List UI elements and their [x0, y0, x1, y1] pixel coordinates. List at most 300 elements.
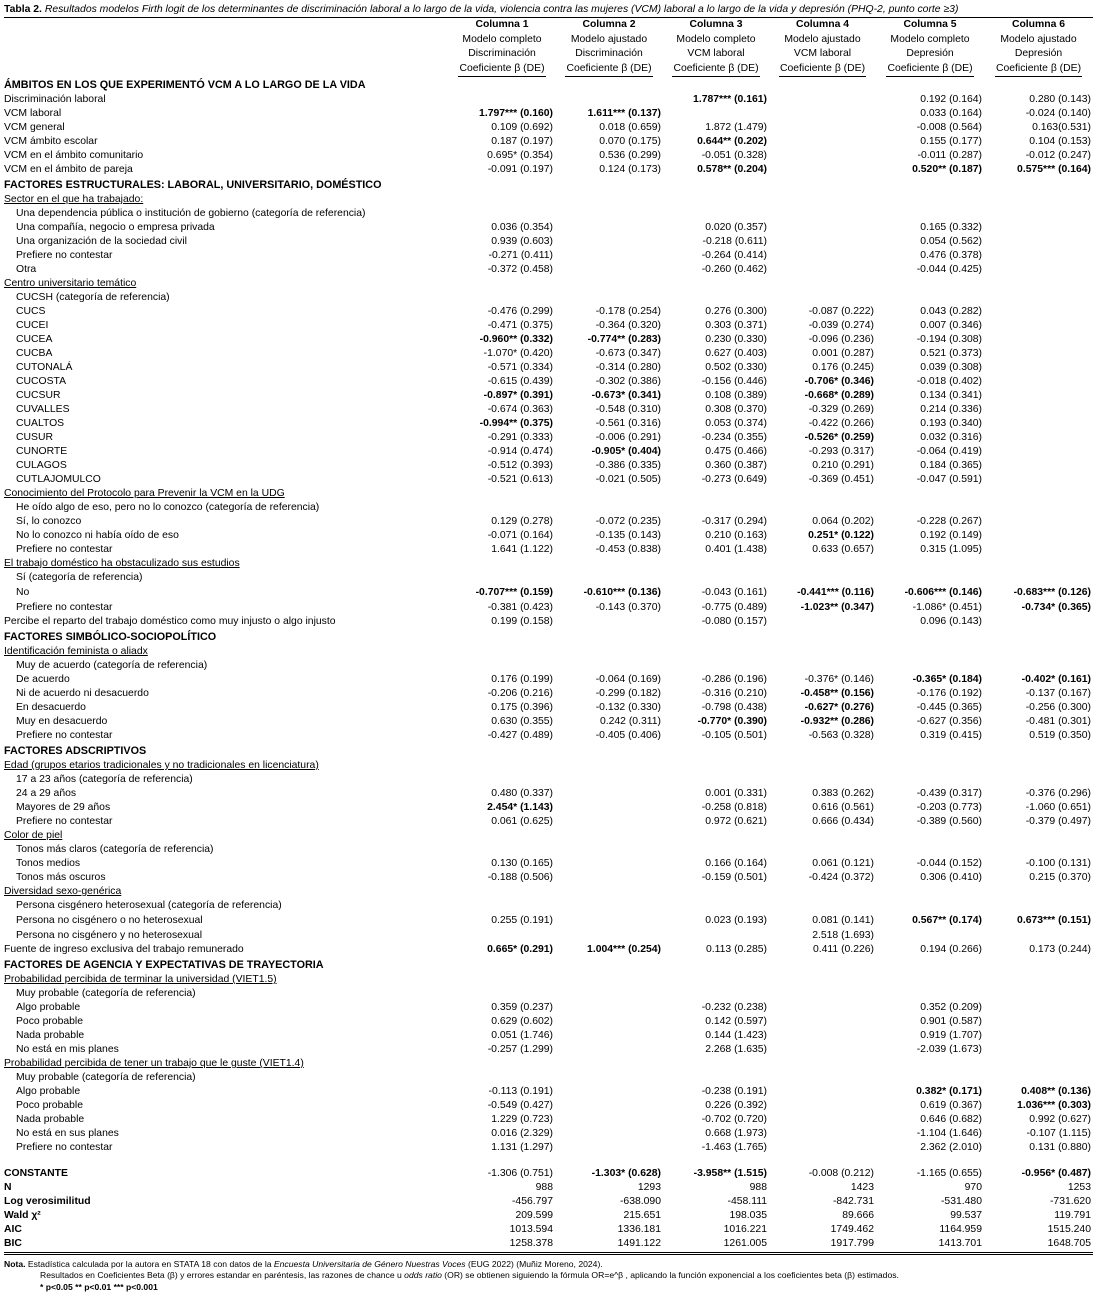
cell-col6	[984, 1071, 1093, 1085]
cell-col4	[769, 149, 876, 163]
col3-outcome: VCM laboral	[687, 48, 745, 59]
cell-col2	[555, 871, 663, 885]
cell-col6	[984, 417, 1093, 431]
col4-name: Columna 4	[795, 19, 850, 30]
cell-col1: -0.271 (0.411)	[488, 250, 553, 261]
table-row	[4, 673, 1093, 687]
cell-col3: -0.273 (0.649)	[701, 474, 767, 485]
cell-col6: 119.791	[1054, 1210, 1091, 1221]
cell-col3: -0.798 (0.438)	[701, 702, 767, 713]
cell-col1: 1013.594	[509, 1224, 553, 1235]
row-label: Una compañía, negocio o empresa privada	[16, 222, 215, 233]
cell-col6	[984, 333, 1093, 347]
cell-col1	[449, 501, 555, 515]
table-row	[4, 943, 1093, 957]
cell-col1: 0.695* (0.354)	[487, 150, 553, 161]
cell-col2	[555, 615, 663, 629]
cell-col3: 0.502 (0.330)	[705, 362, 767, 373]
cell-col6: 0.280 (0.143)	[1029, 94, 1091, 105]
cell-col5: 0.192 (0.149)	[920, 530, 982, 541]
cell-col4	[769, 207, 876, 221]
cell-col1: 0.061 (0.625)	[491, 816, 553, 827]
cell-col6	[984, 501, 1093, 515]
cell-col4: 0.633 (0.657)	[812, 544, 874, 555]
cell-col2: -0.610*** (0.136)	[583, 587, 661, 598]
row-label: Muy en desacuerdo	[16, 716, 108, 727]
cell-col3: 0.308 (0.370)	[705, 404, 767, 415]
cell-col2: -0.178 (0.254)	[595, 306, 661, 317]
row-label: FACTORES ADSCRIPTIVOS	[4, 745, 147, 757]
cell-col3: -0.105 (0.501)	[701, 730, 767, 741]
cell-col4	[769, 235, 876, 249]
table-row	[4, 987, 1093, 1001]
cell-col1: 209.599	[515, 1210, 553, 1221]
row-label: Tonos más claros (categoría de referencia)	[16, 844, 214, 855]
row-label: CULAGOS	[16, 460, 67, 471]
cell-col1: -0.994** (0.375)	[479, 418, 553, 429]
cell-col4	[769, 1127, 876, 1141]
cell-col1	[449, 659, 555, 673]
cell-col1: -0.960** (0.332)	[479, 334, 553, 345]
note-1b: (EUG 2022) (Muñiz Moreno, 2024).	[465, 1259, 603, 1269]
cell-col6	[984, 403, 1093, 417]
cell-col5	[876, 899, 984, 913]
section-row	[4, 629, 1093, 645]
cell-col3	[663, 899, 769, 913]
cell-col1: -0.512 (0.393)	[487, 460, 553, 471]
cell-col1: 2.454* (1.143)	[487, 802, 553, 813]
cell-col6: -0.107 (1.115)	[1026, 1128, 1091, 1139]
cell-col3	[663, 501, 769, 515]
cell-col2	[555, 1113, 663, 1127]
cell-col3: -0.238 (0.191)	[701, 1086, 767, 1097]
row-label: Persona cisgénero heterosexual (categoría de referencia)	[16, 900, 282, 911]
col4-outcome: VCM laboral	[793, 48, 852, 59]
row-label: CUCBA	[16, 348, 53, 359]
cell-col5: 0.901 (0.587)	[920, 1016, 982, 1027]
col5-outcome: Depresión	[906, 48, 954, 59]
table-row	[4, 615, 1093, 629]
cell-col4	[769, 773, 876, 787]
cell-col3: 1.872 (1.479)	[705, 122, 767, 133]
table-row	[4, 571, 1093, 585]
cell-col5: 0.007 (0.346)	[920, 320, 982, 331]
row-label: VCM en el ámbito comunitario	[4, 150, 144, 161]
col6-coef-label: Coeficiente β (DE)	[995, 62, 1082, 78]
cell-col4	[769, 221, 876, 235]
cell-col4: 0.666 (0.434)	[812, 816, 874, 827]
cell-col3	[663, 929, 769, 943]
cell-col6: -0.024 (0.140)	[1025, 108, 1091, 119]
row-label: Tonos medios	[16, 858, 81, 869]
cell-col2	[555, 249, 663, 263]
cell-col3: 0.113 (0.285)	[705, 944, 767, 955]
cell-col6	[984, 291, 1093, 305]
table-row	[4, 1001, 1093, 1015]
cell-col6	[984, 473, 1093, 487]
cell-col5: 0.054 (0.562)	[920, 236, 982, 247]
cell-col5: -2.039 (1.673)	[916, 1044, 982, 1055]
cell-col6: 0.173 (0.244)	[1029, 944, 1091, 955]
cell-col3: -0.156 (0.446)	[701, 376, 767, 387]
cell-col4	[769, 501, 876, 515]
cell-col3: 0.142 (0.597)	[705, 1016, 767, 1027]
cell-col6: -0.956* (0.487)	[1021, 1168, 1091, 1179]
cell-col2	[555, 1141, 663, 1155]
cell-col6: -0.402* (0.161)	[1021, 674, 1091, 685]
table-row	[4, 543, 1093, 557]
row-label: FACTORES ESTRUCTURALES: LABORAL, UNIVERSITARIO, DOMÉSTICO	[4, 179, 382, 191]
cell-col2: -0.386 (0.335)	[595, 460, 661, 471]
table-row	[4, 929, 1093, 943]
table-caption	[4, 3, 1093, 16]
row-label: CUTONALÁ	[16, 362, 73, 373]
cell-col4	[769, 1141, 876, 1155]
cell-col4: 1423	[850, 1182, 874, 1193]
cell-col4: -0.087 (0.222)	[808, 306, 874, 317]
cell-col2	[555, 987, 663, 1001]
cell-col6	[984, 347, 1093, 361]
cell-col3: 0.276 (0.300)	[705, 306, 767, 317]
cell-col3: -0.043 (0.161)	[701, 587, 767, 598]
cell-col1: -0.707*** (0.159)	[475, 587, 553, 598]
cell-col2	[555, 843, 663, 857]
table-row	[4, 347, 1093, 361]
row-label: CUCOSTA	[16, 376, 67, 387]
cell-col2	[555, 801, 663, 815]
row-label: Mayores de 29 años	[16, 802, 111, 813]
col2-coef-label: Coeficiente β (DE)	[565, 62, 652, 78]
cell-col1: -0.071 (0.164)	[487, 530, 553, 541]
cell-col4	[769, 659, 876, 673]
cell-col1: -1.070* (0.420)	[483, 348, 553, 359]
cell-col1: 0.109 (0.692)	[491, 122, 553, 133]
row-label: Color de piel	[4, 830, 63, 841]
cell-col3: -0.264 (0.414)	[701, 250, 767, 261]
cell-col4: 89.666	[842, 1210, 874, 1221]
cell-col1: -0.381 (0.423)	[487, 602, 553, 613]
cell-col1: -0.471 (0.375)	[487, 320, 553, 331]
table-row	[4, 899, 1093, 913]
cell-col2: -0.302 (0.386)	[595, 376, 661, 387]
cell-col4: 0.081 (0.141)	[812, 915, 874, 926]
cell-col3: 0.108 (0.389)	[705, 390, 767, 401]
col4-model: Modelo ajustado	[784, 33, 861, 45]
row-label: CUNORTE	[16, 446, 68, 457]
cell-col2: 1.611*** (0.137)	[587, 108, 661, 119]
cell-col4: 1917.799	[830, 1238, 874, 1249]
table-row	[4, 445, 1093, 459]
cell-col2: -0.673* (0.341)	[591, 390, 661, 401]
table-row	[4, 1085, 1093, 1099]
note-2a: Resultados en Coeficientes Beta (β) y errores estandar en paréntesis, las razones de chance u	[40, 1270, 405, 1281]
cell-col5: 0.619 (0.367)	[920, 1100, 982, 1111]
table-row	[4, 1071, 1093, 1085]
col1-outcome: Discriminación	[468, 48, 536, 59]
cell-col1: -0.914 (0.474)	[487, 446, 553, 457]
col4-coef-label: Coeficiente β (DE)	[779, 62, 866, 78]
cell-col6	[984, 305, 1093, 319]
cell-col3: -0.051 (0.328)	[701, 150, 767, 161]
cell-col4	[769, 843, 876, 857]
cell-col5: 0.319 (0.415)	[920, 730, 982, 741]
cell-col3: 0.644** (0.202)	[697, 136, 767, 147]
cell-col5: 0.306 (0.410)	[920, 872, 982, 883]
cell-col3: 0.401 (1.438)	[705, 544, 767, 555]
row-label: Percibe el reparto del trabajo doméstico como muy injusto o algo injusto	[4, 616, 336, 627]
cell-col1	[449, 93, 555, 107]
table-row	[4, 221, 1093, 235]
cell-col4	[769, 1043, 876, 1057]
row-label: Diversidad sexo-genérica	[4, 886, 122, 897]
cell-col6	[984, 899, 1093, 913]
cell-col1: 1.229 (0.723)	[491, 1114, 553, 1125]
caption-text: Resultados modelos Firth logit de los determinantes de discriminación laboral a lo largo de la vida, violencia contra las mujeres (VCM) laboral a lo largo de la vida y depresión (PHQ-2, punto corte ≥3)	[44, 4, 959, 15]
table-row	[4, 1209, 1093, 1223]
col6-model: Modelo ajustado	[1000, 33, 1077, 45]
cell-col1: 0.199 (0.158)	[491, 616, 553, 627]
cell-col3: -0.159 (0.501)	[701, 872, 767, 883]
cell-col1	[449, 571, 555, 585]
row-label: FACTORES DE AGENCIA Y EXPECTATIVAS DE TRAYECTORIA	[4, 959, 324, 971]
cell-col4	[769, 121, 876, 135]
cell-col6	[984, 235, 1093, 249]
table-row	[4, 235, 1093, 249]
cell-col2	[555, 235, 663, 249]
cell-col4: 0.176 (0.245)	[812, 362, 874, 373]
cell-col3: 0.023 (0.193)	[705, 915, 767, 926]
cell-col1: -0.188 (0.506)	[487, 872, 553, 883]
cell-col3: 0.668 (1.973)	[705, 1128, 767, 1139]
row-label: Muy probable (categoría de referencia)	[16, 1072, 196, 1083]
cell-col6: 0.215 (0.370)	[1029, 872, 1091, 883]
cell-col2	[555, 291, 663, 305]
cell-col6: -0.100 (0.131)	[1025, 858, 1091, 869]
cell-col4	[769, 571, 876, 585]
table-row	[4, 263, 1093, 277]
cell-col2: 0.124 (0.173)	[599, 164, 661, 175]
section-row	[4, 77, 1093, 93]
cell-col6: -0.137 (0.167)	[1025, 688, 1091, 699]
cell-col6: -0.256 (0.300)	[1025, 702, 1091, 713]
cell-col2: -0.135 (0.143)	[595, 530, 661, 541]
table-row	[4, 1195, 1093, 1209]
cell-col5: -0.044 (0.152)	[916, 858, 982, 869]
cell-col5: -531.480	[940, 1196, 982, 1207]
cell-col4	[769, 163, 876, 177]
row-label: Nada probable	[16, 1030, 85, 1041]
cell-col4: 0.411 (0.226)	[812, 944, 874, 955]
cell-col1	[449, 929, 555, 943]
cell-col1: 0.480 (0.337)	[491, 788, 553, 799]
cell-col4: -0.329 (0.269)	[808, 404, 874, 415]
cell-col5: -0.445 (0.365)	[916, 702, 982, 713]
cell-col2	[555, 1029, 663, 1043]
cell-col4: 0.064 (0.202)	[812, 516, 874, 527]
cell-col3: -458.111	[727, 1196, 767, 1207]
bottom-rule	[4, 1252, 1093, 1255]
cell-col1: 0.939 (0.603)	[491, 236, 553, 247]
row-label: VCM ámbito escolar	[4, 136, 98, 147]
table-row	[4, 249, 1093, 263]
subheading-row	[4, 277, 1093, 291]
cell-col3: -0.317 (0.294)	[701, 516, 767, 527]
cell-col5: -0.228 (0.267)	[916, 516, 982, 527]
cell-col2: -0.143 (0.370)	[595, 602, 661, 613]
table-row	[4, 1015, 1093, 1029]
cell-col1: 1.131 (1.297)	[491, 1142, 553, 1153]
cell-col5: -0.203 (0.773)	[916, 802, 982, 813]
cell-col4	[769, 135, 876, 149]
col2-name: Columna 2	[582, 19, 636, 30]
cell-col5: 0.194 (0.266)	[920, 944, 982, 955]
row-label: Prefiere no contestar	[16, 602, 113, 613]
cell-col4	[769, 1071, 876, 1085]
cell-col3	[663, 773, 769, 787]
cell-col3: 0.166 (0.164)	[705, 858, 767, 869]
cell-col3	[663, 987, 769, 1001]
row-label: CUCSH (categoría de referencia)	[16, 292, 170, 303]
cell-col4: -0.458** (0.156)	[800, 688, 874, 699]
cell-col1: 0.629 (0.602)	[491, 1016, 553, 1027]
table-row	[4, 361, 1093, 375]
cell-col3	[663, 1071, 769, 1085]
cell-col4	[769, 1099, 876, 1113]
cell-col1: -0.897* (0.391)	[483, 390, 553, 401]
row-label: Nada probable	[16, 1114, 85, 1125]
cell-col1: -0.521 (0.613)	[487, 474, 553, 485]
table-row	[4, 1141, 1093, 1155]
subheading-row	[4, 1057, 1093, 1071]
table-row	[4, 871, 1093, 885]
cell-col3: 0.001 (0.331)	[705, 788, 767, 799]
cell-col1: 0.359 (0.237)	[491, 1002, 553, 1013]
cell-col5: -0.365* (0.184)	[912, 674, 982, 685]
cell-col4	[769, 291, 876, 305]
row-label: Persona no cisgénero o no heterosexual	[16, 915, 203, 926]
cell-col6	[984, 773, 1093, 787]
cell-col2: 0.242 (0.311)	[599, 716, 661, 727]
row-label: Prefiere no contestar	[16, 730, 113, 741]
row-label: He oído algo de eso, pero no lo conozco (categoría de referencia)	[16, 502, 320, 513]
row-label: Discriminación laboral	[4, 94, 106, 105]
cell-col1	[449, 1071, 555, 1085]
table-row	[4, 1155, 1093, 1181]
table-row	[4, 1029, 1093, 1043]
cell-col5	[876, 659, 984, 673]
table-row	[4, 1181, 1093, 1195]
cell-col5: 0.193 (0.340)	[920, 418, 982, 429]
cell-col6	[984, 615, 1093, 629]
cell-col5	[876, 773, 984, 787]
note-line-2	[4, 1270, 1093, 1281]
row-label: Prefiere no contestar	[16, 816, 113, 827]
row-label: No está en mis planes	[16, 1044, 119, 1055]
cell-col5: -0.018 (0.402)	[916, 376, 982, 387]
cell-col3: -0.316 (0.210)	[701, 688, 767, 699]
cell-col3	[663, 107, 769, 121]
cell-col5: -0.389 (0.560)	[916, 816, 982, 827]
cell-col6: 1515.240	[1047, 1224, 1091, 1235]
cell-col2: 0.018 (0.659)	[599, 122, 661, 133]
cell-col6	[984, 361, 1093, 375]
cell-col6	[984, 515, 1093, 529]
cell-col1: -0.113 (0.191)	[488, 1086, 553, 1097]
cell-col4: -0.706* (0.346)	[804, 376, 874, 387]
cell-col2: 0.536 (0.299)	[599, 150, 661, 161]
row-label: Algo probable	[16, 1086, 81, 1097]
row-label: CUCEA	[16, 334, 53, 345]
col1-model: Modelo completo	[462, 33, 542, 45]
cell-col5	[876, 501, 984, 515]
cell-col2	[555, 773, 663, 787]
cell-col5: -0.008 (0.564)	[916, 122, 982, 133]
cell-col2: -0.405 (0.406)	[595, 730, 661, 741]
cell-col6	[984, 207, 1093, 221]
cell-col1: 1.641 (1.122)	[491, 544, 553, 555]
table-row	[4, 163, 1093, 177]
cell-col6: -0.376 (0.296)	[1025, 788, 1091, 799]
cell-col3: 0.230 (0.330)	[705, 334, 767, 345]
cell-col3: 198.035	[729, 1210, 767, 1221]
cell-col3: 0.303 (0.371)	[705, 320, 767, 331]
cell-col4	[769, 263, 876, 277]
row-label: CUCEI	[16, 320, 49, 331]
cell-col5: 0.520** (0.187)	[912, 164, 982, 175]
table-row	[4, 1223, 1093, 1237]
cell-col5: -0.044 (0.425)	[916, 264, 982, 275]
cell-col3: 0.627 (0.403)	[705, 348, 767, 359]
cell-col1: -0.571 (0.334)	[487, 362, 553, 373]
cell-col5: -1.104 (1.646)	[916, 1128, 982, 1139]
cell-col2	[555, 263, 663, 277]
cell-col1: 0.176 (0.199)	[491, 674, 553, 685]
cell-col5: 0.919 (1.707)	[920, 1030, 982, 1041]
cell-col5	[876, 571, 984, 585]
cell-col3: 1016.221	[723, 1224, 767, 1235]
cell-col6	[984, 249, 1093, 263]
cell-col3: 988	[749, 1182, 767, 1193]
cell-col5: 0.184 (0.365)	[920, 460, 982, 471]
table-row	[4, 1043, 1093, 1057]
table-row	[4, 149, 1093, 163]
cell-col2	[555, 571, 663, 585]
cell-col6: -0.379 (0.497)	[1025, 816, 1091, 827]
cell-col4: 0.251* (0.122)	[808, 530, 874, 541]
table-row	[4, 431, 1093, 445]
subheading-row	[4, 645, 1093, 659]
cell-col4: -0.008 (0.212)	[808, 1168, 874, 1179]
table-row	[4, 857, 1093, 871]
table-row	[4, 305, 1093, 319]
cell-col6: 0.104 (0.153)	[1029, 136, 1091, 147]
row-label: Conocimiento del Protocolo para Prevenir la VCM en la UDG	[4, 488, 285, 499]
row-label: Muy de acuerdo (categoría de referencia)	[16, 660, 208, 671]
cell-col1: 0.016 (2.329)	[491, 1128, 553, 1139]
table-row	[4, 515, 1093, 529]
row-label: Muy probable (categoría de referencia)	[16, 988, 196, 999]
cell-col1: -0.372 (0.458)	[487, 264, 553, 275]
cell-col5: 0.352 (0.209)	[920, 1002, 982, 1013]
subheading-row	[4, 829, 1093, 843]
cell-col4: 1749.462	[830, 1224, 874, 1235]
cell-col3: 2.268 (1.635)	[705, 1044, 767, 1055]
cell-col1: 0.051 (1.746)	[491, 1030, 553, 1041]
table-row	[4, 291, 1093, 305]
cell-col2	[555, 659, 663, 673]
subheading-row	[4, 193, 1093, 207]
row-label: Prefiere no contestar	[16, 544, 113, 555]
